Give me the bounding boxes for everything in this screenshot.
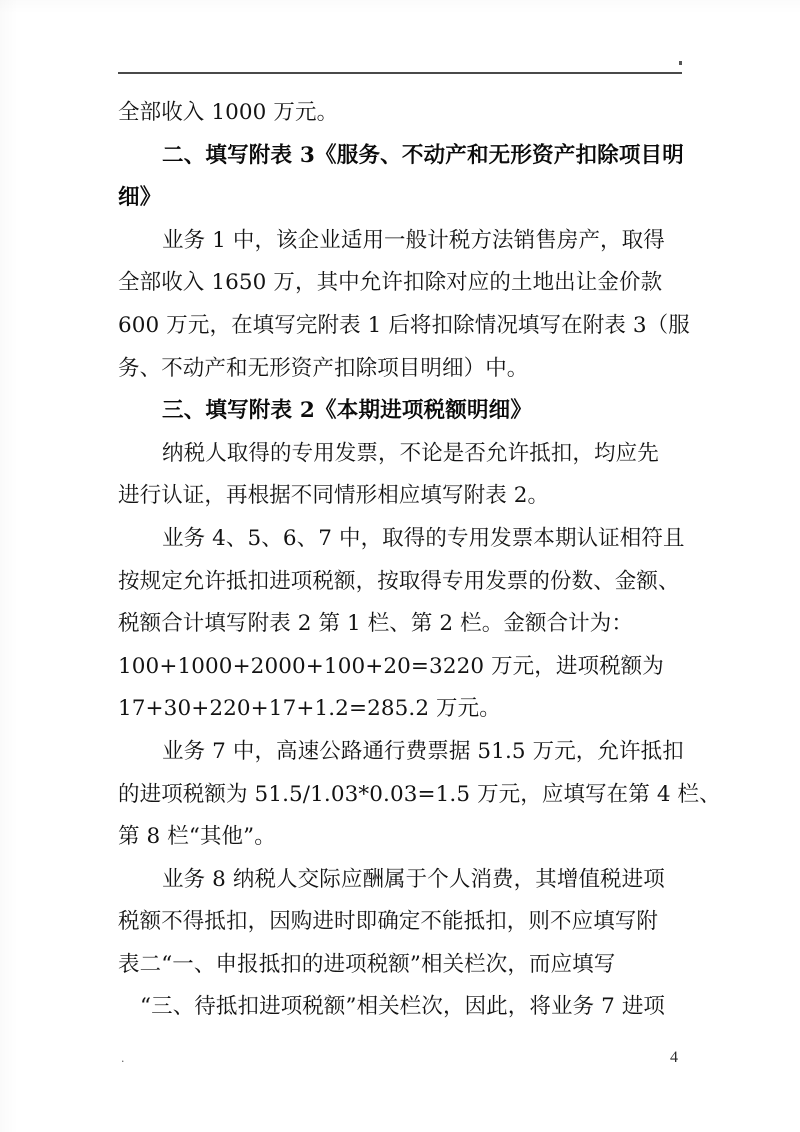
header-rule-divider xyxy=(118,72,682,74)
section-heading-line: 二、填写附表 3《服务、不动产和无形资产扣除项目明 xyxy=(162,142,684,168)
scan-edge-shading-left xyxy=(0,0,18,1132)
body-text-line: 业务 1 中，该企业适用一般计税方法销售房产，取得 xyxy=(162,227,665,253)
body-text-line: 的进项税额为 51.5/1.03*0.03=1.5 万元，应填写在第 4 栏、 xyxy=(118,781,721,807)
body-text-line: 第 8 栏“其他”。 xyxy=(118,824,276,850)
body-text-line: 600 万元，在填写完附表 1 后将扣除情况填写在附表 3（服 xyxy=(118,312,690,338)
body-text-line: 业务 8 纳税人交际应酬属于个人消费，其增值税进项 xyxy=(162,866,665,892)
page-number: 4 xyxy=(670,1049,678,1066)
body-text-line: 17+30+220+17+1.2=285.2 万元。 xyxy=(118,696,501,722)
section-heading-line: 细》 xyxy=(118,185,162,211)
document-body-text xyxy=(118,92,721,1029)
body-text-line: “三、待抵扣进项税额”相关栏次，因此，将业务 7 进项 xyxy=(140,994,666,1020)
body-text-line: 业务 4、5、6、7 中，取得的专用发票本期认证相符且 xyxy=(162,525,685,551)
footer-left-mark: · xyxy=(121,1055,125,1068)
body-text-line: 表二“一、申报抵扣的进项税额”相关栏次，而应填写 xyxy=(118,951,616,977)
body-text-line: 进行认证，再根据不同情形相应填写附表 2。 xyxy=(118,483,550,509)
page-header xyxy=(0,0,800,90)
section-heading-line: 三、填写附表 2《本期进项税额明细》 xyxy=(162,398,533,424)
body-text-line: 税额不得抵扣，因购进时即确定不能抵扣，则不应填写附 xyxy=(118,909,659,935)
body-text-line: 纳税人取得的专用发票，不论是否允许抵扣，均应先 xyxy=(162,440,659,466)
body-text-line: 100+1000+2000+100+20=3220 万元，进项税额为 xyxy=(118,653,664,679)
body-text-line: 全部收入 1650 万，其中允许扣除对应的土地出让金价款 xyxy=(118,270,663,296)
body-text-line: 税额合计填写附表 2 第 1 栏、第 2 栏。金额合计为： xyxy=(118,611,633,637)
header-tick-mark xyxy=(679,61,682,65)
page-footer xyxy=(0,1030,800,1132)
body-text-line: 按规定允许抵扣进项税额，按取得专用发票的份数、金额、 xyxy=(118,568,680,594)
body-text-line: 全部收入 1000 万元。 xyxy=(118,100,339,125)
body-text-line: 业务 7 中，高速公路通行费票据 51.5 万元，允许抵扣 xyxy=(162,738,684,764)
body-text-line: 务、不动产和无形资产扣除项目明细）中。 xyxy=(118,355,529,381)
